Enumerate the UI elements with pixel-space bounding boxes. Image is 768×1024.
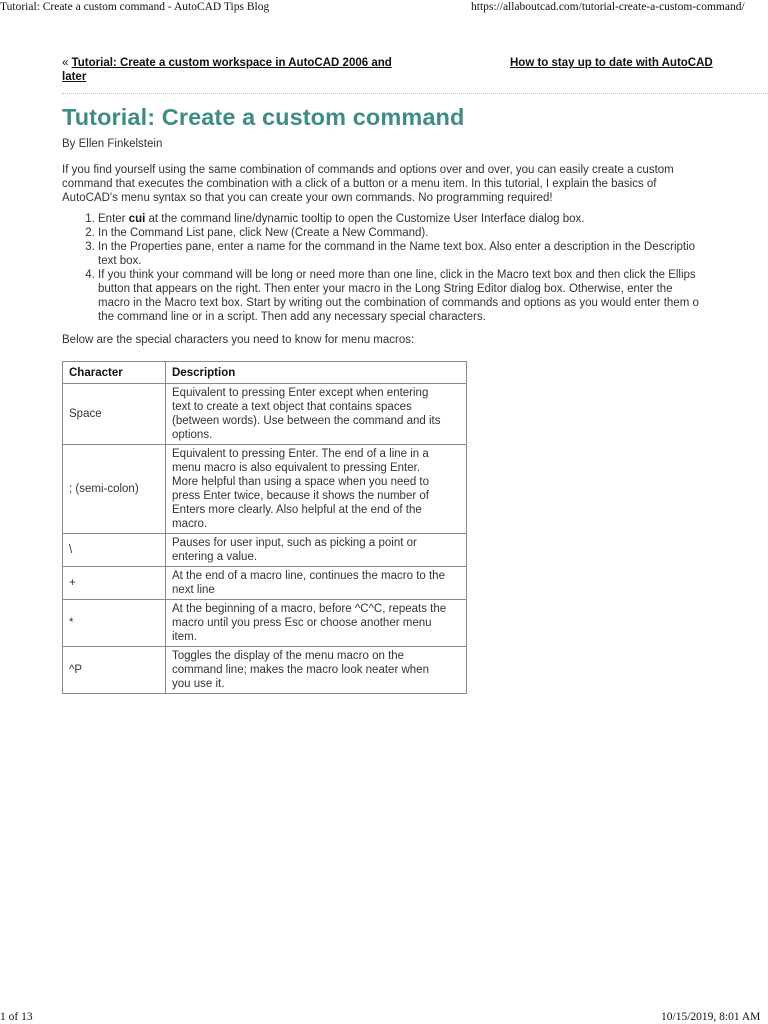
- step-text: button that appears on the right. Then enter your macro in the Long String Editor dialog box. Otherwise, enter the: [98, 283, 673, 295]
- step-item: [98, 212, 768, 226]
- description-cell: [166, 384, 467, 445]
- step-text: Enter: [98, 213, 129, 225]
- column-header-character: Character: [63, 362, 166, 384]
- description-line: More helpful than using a space when you need to: [172, 476, 430, 488]
- character-cell: ; (semi-colon): [63, 445, 166, 534]
- column-header-description: Description: [166, 362, 467, 384]
- print-footer: [0, 1009, 768, 1024]
- step-text: the command line or in a script. Then add any necessary special characters.: [98, 311, 486, 323]
- character-cell: Space: [63, 384, 166, 445]
- print-page-title: Tutorial: Create a custom command - AutoCAD Tips Blog: [0, 1, 270, 13]
- previous-arrow: «: [62, 57, 69, 69]
- description-cell: [166, 600, 467, 647]
- description-line: macro until you press Esc or choose another menu: [172, 617, 432, 629]
- previous-post-link[interactable]: Tutorial: Create a custom workspace in AutoCAD 2006 and later: [62, 57, 392, 83]
- description-line: Pauses for user input, such as picking a point or: [172, 537, 417, 549]
- command-name: cui: [128, 213, 146, 225]
- description-cell: [166, 567, 467, 600]
- description-line: item.: [172, 631, 197, 643]
- description-line: text to create a text object that contains spaces: [172, 401, 412, 413]
- print-header: [0, 0, 768, 18]
- table-row: [63, 445, 467, 534]
- intro-line: If you find yourself using the same combination of commands and options over and over, you can easily create a custom: [62, 164, 674, 176]
- post-navigation: [62, 56, 768, 94]
- article-byline: By Ellen Finkelstein: [62, 138, 163, 150]
- character-cell: *: [63, 600, 166, 647]
- table-header-row: [63, 362, 467, 384]
- article-content: [62, 56, 768, 694]
- description-cell: [166, 534, 467, 567]
- article-title: Tutorial: Create a custom command: [62, 104, 465, 130]
- character-cell: +: [63, 567, 166, 600]
- table-row: [63, 647, 467, 694]
- description-line: entering a value.: [172, 551, 258, 563]
- step-text: macro in the Macro text box. Start by writing out the combination of commands and options as you would enter them o: [98, 297, 699, 309]
- description-line: you use it.: [172, 678, 225, 690]
- description-line: Toggles the display of the menu macro on the: [172, 650, 405, 662]
- step-item: [98, 226, 768, 240]
- step-text: at the command line/dynamic tooltip to open the Customize User Interface dialog box.: [145, 213, 585, 225]
- table-intro: Below are the special characters you need to know for menu macros:: [62, 334, 415, 346]
- step-text: In the Command List pane, click New (Create a New Command).: [98, 227, 429, 239]
- character-cell: \: [63, 534, 166, 567]
- previous-post: [62, 56, 392, 84]
- table-body: [63, 384, 467, 694]
- steps-list: [62, 212, 768, 324]
- step-item: [98, 240, 768, 268]
- description-line: menu macro is also equivalent to pressing Enter.: [172, 462, 421, 474]
- description-line: (between words). Use between the command and its: [172, 415, 441, 427]
- step-item: [98, 268, 768, 324]
- intro-line: command that executes the combination with a click of a button or a menu item. In this tutorial, I explain the basics of: [62, 178, 657, 190]
- next-post-link[interactable]: How to stay up to date with AutoCAD: [510, 57, 713, 69]
- description-line: press Enter twice, because it shows the number of: [172, 490, 429, 502]
- description-line: Enters more clearly. Also helpful at the end of the: [172, 504, 422, 516]
- table-row: [63, 567, 467, 600]
- description-line: Equivalent to pressing Enter. The end of a line in a: [172, 448, 429, 460]
- print-datetime: 10/15/2019, 8:01 AM: [661, 1011, 761, 1023]
- description-line: options.: [172, 429, 213, 441]
- description-line: At the end of a macro line, continues the macro to the: [172, 570, 445, 582]
- intro-paragraph: [62, 163, 768, 205]
- intro-line: AutoCAD's menu syntax so that you can create your own commands. No programming required!: [62, 192, 553, 204]
- step-text: In the Properties pane, enter a name for the command in the Name text box. Also enter a description in the Descriptio: [98, 241, 696, 253]
- character-cell: ^P: [63, 647, 166, 694]
- description-line: command line; makes the macro look neater when: [172, 664, 429, 676]
- description-line: macro.: [172, 518, 208, 530]
- description-cell: [166, 445, 467, 534]
- description-line: Equivalent to pressing Enter except when entering: [172, 387, 429, 399]
- step-text: If you think your command will be long or need more than one line, click in the Macro text box and then click the Ellips: [98, 269, 696, 281]
- table-row: [63, 384, 467, 445]
- description-cell: [166, 647, 467, 694]
- step-text: text box.: [98, 255, 142, 267]
- table-row: [63, 600, 467, 647]
- special-characters-table: [62, 361, 467, 694]
- print-page-url: https://allaboutcad.com/tutorial-create-a-custom-command/: [471, 1, 745, 13]
- next-post: [510, 56, 713, 70]
- description-line: next line: [172, 584, 215, 596]
- description-line: At the beginning of a macro, before ^C^C, repeats the: [172, 603, 447, 615]
- print-page-number: 1 of 13: [0, 1011, 33, 1023]
- table-row: [63, 534, 467, 567]
